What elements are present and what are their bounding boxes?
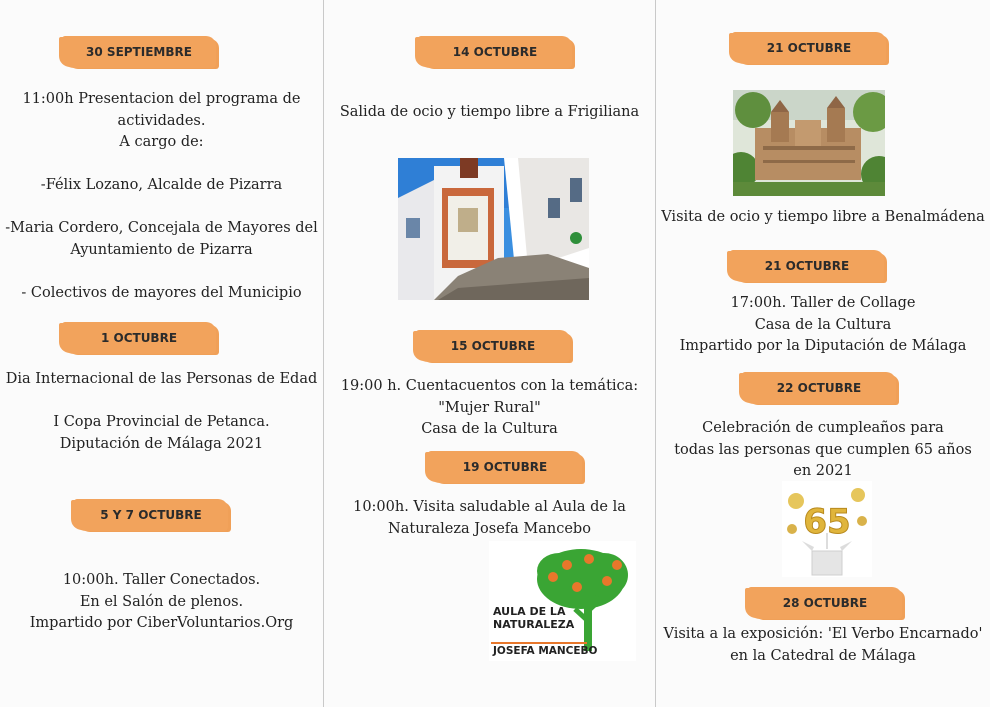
date-tag: 1 OCTUBRE <box>62 322 216 354</box>
event-text: 19:00 h. Cuentacuentos con la temática: "Mujer Rural" Casa de la Cultura <box>340 378 639 437</box>
event-text: 11:00h Presentacion del programa de actividades. A cargo de: -Félix Lozano, Alcalde de Pizarra -Maria Cordero, Concejala de Mayores del Ayuntamiento de Pizarra - Colectivos de mayores del Municipio <box>5 91 318 301</box>
event-text: 10:00h. Taller Conectados. En el Salón de plenos. Impartido por CiberVoluntarios.Org <box>29 572 294 631</box>
aula-naturaleza-logo <box>489 541 636 661</box>
balloon-number: 65 <box>803 502 851 542</box>
event-text: Celebración de cumpleaños para todas las personas que cumplen 65 años en 2021 <box>674 420 972 479</box>
date-tag: 15 OCTUBRE <box>416 330 570 362</box>
event-text: 17:00h. Taller de Collage Casa de la Cultura Impartido por la Diputación de Málaga <box>679 295 967 354</box>
date-tag: 28 OCTUBRE <box>748 587 902 619</box>
event-text: Visita de ocio y tiempo libre a Benalmádena <box>661 209 985 225</box>
date-tag: 21 OCTUBRE <box>730 250 884 282</box>
frigiliana-photo <box>398 158 589 300</box>
event-text: Dia Internacional de las Personas de Edad I Copa Provincial de Petanca. Diputación de Málaga 2021 <box>5 371 318 452</box>
date-tag: 5 Y 7 OCTUBRE <box>74 499 228 531</box>
event-text: 10:00h. Visita saludable al Aula de la Naturaleza Josefa Mancebo <box>353 499 626 537</box>
logo-text: NATURALEZA <box>493 618 575 631</box>
event-text: Visita a la exposición: 'El Verbo Encarnado' en la Catedral de Málaga <box>663 626 983 664</box>
benalmadena-castle-photo <box>733 90 885 196</box>
date-tag: 30 SEPTIEMBRE <box>62 36 216 68</box>
birthday-65-image <box>782 481 872 577</box>
logo-text: AULA DE LA <box>493 605 566 618</box>
event-text: Salida de ocio y tiempo libre a Frigiliana <box>339 104 640 120</box>
date-tag: 14 OCTUBRE <box>418 36 572 68</box>
logo-text: JOSEFA MANCEBO <box>493 645 598 657</box>
date-tag: 19 OCTUBRE <box>428 451 582 483</box>
date-tag: 22 OCTUBRE <box>742 372 896 404</box>
date-tag: 21 OCTUBRE <box>732 32 886 64</box>
